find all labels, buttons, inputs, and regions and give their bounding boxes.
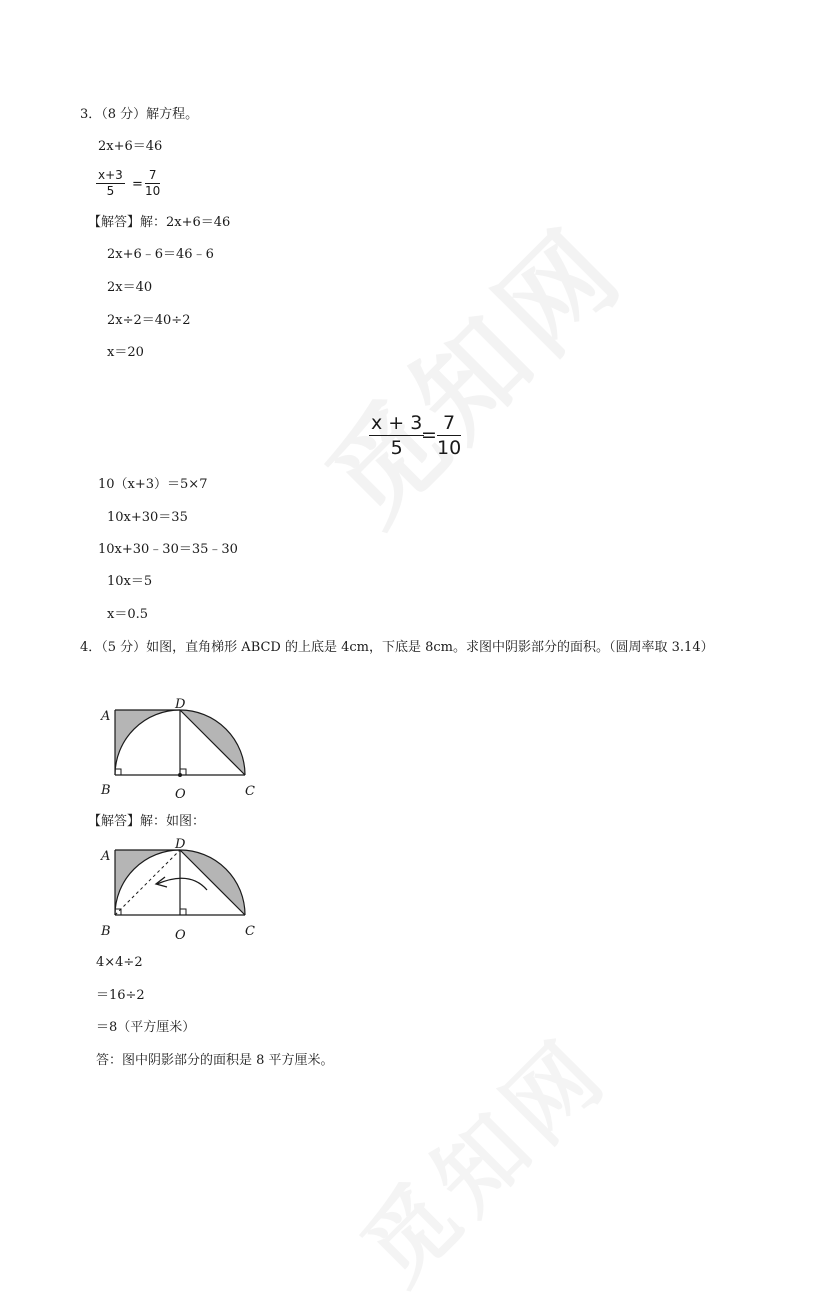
trapezoid-figure bbox=[95, 698, 275, 808]
watermark bbox=[287, 186, 653, 552]
fraction-denominator: 5 bbox=[106, 184, 115, 198]
fraction-denominator: 10 bbox=[145, 184, 161, 198]
q3-step: x＝20 bbox=[107, 345, 144, 360]
label-o: O bbox=[175, 928, 186, 943]
q3-step: 10x+30﹣30＝35﹣30 bbox=[98, 542, 238, 557]
q3-equation-1: 2x+6＝46 bbox=[98, 139, 163, 154]
q3-eq2-left-fraction bbox=[96, 168, 125, 199]
q3-eq2-right-fraction bbox=[145, 168, 160, 199]
q3-step: x＝0.5 bbox=[107, 607, 149, 622]
q3-eq2-equals: = bbox=[132, 177, 143, 192]
q4-calc: 4×4÷2 bbox=[96, 955, 143, 970]
label-a: A bbox=[101, 849, 111, 864]
label-d: D bbox=[175, 698, 186, 712]
q3-step: 2x+6﹣6＝46﹣6 bbox=[107, 247, 214, 262]
fraction-numerator: x + 3 bbox=[371, 412, 423, 434]
q3-header: 3．（8 分）解方程。 bbox=[80, 107, 199, 122]
q4-conclusion: 答：图中阴影部分的面积是 8 平方厘米。 bbox=[96, 1053, 334, 1068]
q3-step: 2x÷2＝40÷2 bbox=[107, 313, 191, 328]
q4-answer-label: 【解答】解：如图： bbox=[88, 814, 206, 829]
watermark-bottom bbox=[328, 1003, 632, 1307]
q3-step: 10x＝5 bbox=[107, 574, 153, 589]
fraction-denominator: 10 bbox=[437, 437, 462, 459]
label-a: A bbox=[101, 709, 111, 724]
label-c: C bbox=[245, 924, 255, 939]
q3-answer-label: 【解答】解：2x+6＝46 bbox=[88, 215, 231, 230]
q3-center-left-fraction bbox=[369, 411, 424, 460]
solution-figure bbox=[95, 838, 275, 948]
q3-center-equals: = bbox=[421, 424, 437, 446]
label-o: O bbox=[175, 787, 186, 802]
label-c: C bbox=[245, 784, 255, 799]
fraction-numerator: 7 bbox=[437, 411, 461, 436]
fraction-numerator: x+3 bbox=[98, 168, 123, 182]
q3-step: 10（x+3）＝5×7 bbox=[98, 477, 208, 492]
label-d: D bbox=[175, 838, 186, 852]
label-b: B bbox=[101, 924, 111, 939]
q4-calc: ＝8（平方厘米） bbox=[96, 1020, 196, 1035]
fraction-numerator: 7 bbox=[145, 168, 160, 184]
q4-calc: ＝16÷2 bbox=[96, 988, 145, 1003]
shaded-corner bbox=[115, 710, 180, 775]
q3-step: 10x+30＝35 bbox=[107, 510, 188, 525]
q4-header: 4．（5 分）如图，直角梯形 ABCD 的上底是 4cm，下底是 8cm。求图中阴影部分的面积。（圆周率取 3.14） bbox=[80, 640, 714, 655]
rotation-arrow bbox=[157, 878, 207, 890]
fraction-denominator: 5 bbox=[390, 437, 403, 459]
q3-center-right-fraction bbox=[437, 411, 461, 460]
q3-step: 2x＝40 bbox=[107, 280, 153, 295]
label-b: B bbox=[101, 783, 111, 798]
